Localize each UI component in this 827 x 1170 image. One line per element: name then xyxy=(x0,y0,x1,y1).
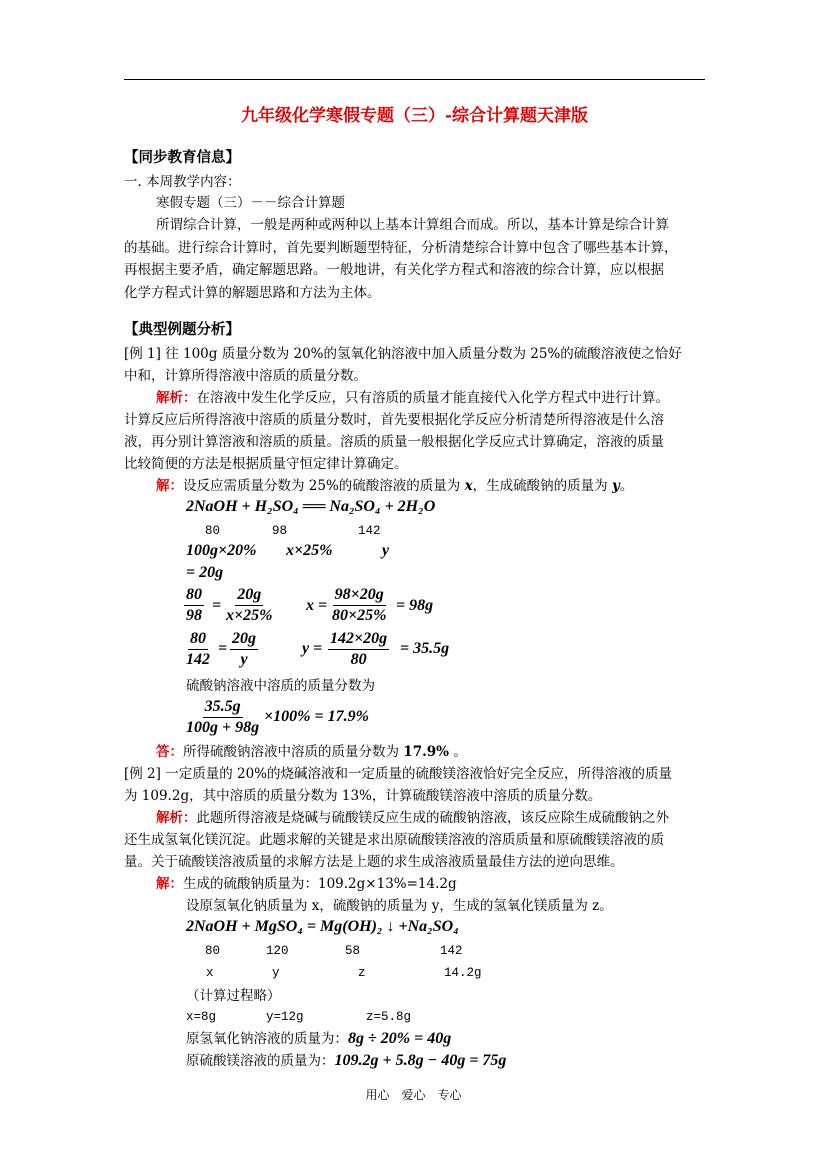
given-naoh-result: = 20g xyxy=(186,564,224,581)
line-expression: 109.2g + 5.8g − 40g = 75g xyxy=(334,1052,507,1069)
example1-solution-line xyxy=(156,478,633,494)
solution-text: 生成的硫酸钠质量为：109.2g×13%=14.2g xyxy=(183,876,457,892)
page-title: 九年级化学寒假专题（三）-综合计算题天津版 xyxy=(240,106,589,126)
example1-analysis-line-4: 比较简便的方法是根据质量守恒定律计算确定。 xyxy=(124,456,408,472)
fraction-percent-calc xyxy=(184,698,261,737)
y-result: = 35.5g xyxy=(400,640,450,657)
var-y: y xyxy=(611,478,620,494)
topic-line: 寒假专题（三）－－综合计算题 xyxy=(156,195,345,211)
result-z: z=5.8g xyxy=(366,1010,412,1024)
fraction-denominator: 80×25% xyxy=(332,607,387,624)
percent-result: ×100% = 17.9% xyxy=(264,708,369,725)
equals-sign: = xyxy=(212,597,222,614)
calculation-omitted-note: （计算过程略） xyxy=(186,988,281,1004)
analysis-text: 此题所得溶液是烧碱与硫酸镁反应生成的硫酸钠溶液，该反应除生成硫酸钠之外 xyxy=(196,810,669,826)
var-x: x xyxy=(206,966,214,980)
footer-word: 用心 xyxy=(365,1088,390,1102)
sodium-sulfate-mass: 14.2g xyxy=(444,966,482,980)
footer-word: 爱心 xyxy=(401,1088,426,1102)
example2-question-line-1: [例 2] 一定质量的 20%的烧碱溶液和一定质量的硫酸镁溶液恰好完全反应，所得溶液的质量 xyxy=(124,766,673,782)
molar-mass-h2so4: 98 xyxy=(272,524,288,538)
intro-para-line-1: 所谓综合计算，一般是两种或两种以上基本计算组合而成。所以，基本计算是综合计算 xyxy=(156,217,669,233)
fraction-y-calc xyxy=(328,630,389,669)
example2-equation: 2NaOH + MgSO₄ = Mg(OH)₂ ↓ +Na₂SO₄ xyxy=(186,918,459,935)
example1-analysis-line-2: 计算反应后所得溶液中溶质的质量分数时，首先要根据化学反应分析清楚所得溶液是什么溶 xyxy=(124,412,664,428)
fraction-80-98 xyxy=(184,586,204,625)
fraction-x-calc xyxy=(330,586,388,625)
intro-para-line-2: 的基础。进行综合计算时，首先要判断题型特征，分析清楚综合计算中包含了哪些基本计算， xyxy=(124,240,678,256)
intro-para-line-4: 化学方程式计算的解题思路和方法为主体。 xyxy=(124,285,381,301)
example2-solution-line-2: 设原氢氧化钠质量为 x，硫酸钠的质量为 y，生成的氢氧化镁质量为 z。 xyxy=(186,898,613,914)
analysis-text: 在溶液中发生化学反应，只有溶质的质量才能直接代入化学方程式中进行计算。 xyxy=(196,390,669,406)
example2-question-line-2: 为 109.2g，其中溶质的质量分数为 13%，计算硫酸镁溶液中溶质的质量分数。 xyxy=(124,788,602,804)
fraction-denominator: x×25% xyxy=(226,607,273,624)
molar-mass-mgoh2: 58 xyxy=(345,944,361,958)
x-equals: x = xyxy=(306,597,328,614)
result-y: y=12g xyxy=(266,1010,304,1024)
teaching-content-line: 一. 本周教学内容： xyxy=(124,174,241,190)
molar-mass-naoh: 80 xyxy=(205,944,221,958)
given-acid-mass: x×25% xyxy=(286,542,333,559)
solution-text: 设反应需质量分数为 25%的硫酸溶液的质量为 xyxy=(183,478,461,494)
example1-analysis-line-3: 液，再分别计算溶液和溶质的质量。溶质的质量一般根据化学反应式计算确定，溶液的质量 xyxy=(124,434,664,450)
fraction-numerator: 80 xyxy=(188,630,208,650)
fraction-numerator: 80 xyxy=(184,586,204,606)
fraction-denominator: 100g + 98g xyxy=(186,719,260,736)
header-rule xyxy=(124,79,705,80)
example2-analysis-line-2: 还生成氢氧化镁沉淀。此题求解的关键是求出原硫酸镁溶液的溶质质量和原硫酸镁溶液的质 xyxy=(124,832,664,848)
line-label: 原硫酸镁溶液的质量为： xyxy=(186,1053,335,1069)
naoh-solution-mass-line xyxy=(186,1030,451,1048)
var-z: z xyxy=(358,966,366,980)
answer-text: 所得硫酸钠溶液中溶质的质量分数为 xyxy=(183,744,399,760)
example1-equation: 2NaOH + H₂SO₄ ══ Na₂SO₄ + 2H₂O xyxy=(186,498,436,515)
analysis-label: 解析： xyxy=(156,390,197,406)
page-footer xyxy=(0,1086,827,1103)
footer-word: 专心 xyxy=(437,1088,462,1102)
intro-para-line-3: 再根据主要矛盾，确定解题思路。一般地讲，有关化学方程式和溶液的综合计算，应以根据 xyxy=(124,262,664,278)
given-naoh-mass: 100g×20% xyxy=(186,542,257,559)
example1-question-line-1: [例 1] 往 100g 质量分数为 20%的氢氧化钠溶液中加入质量分数为 25%的硫酸溶液使之恰好 xyxy=(124,346,682,362)
example1-answer xyxy=(156,744,467,760)
line-label: 原氢氧化钠溶液的质量为： xyxy=(186,1031,348,1047)
answer-label: 答： xyxy=(156,744,183,760)
result-x: x=8g xyxy=(186,1010,217,1024)
example1-analysis-line-1 xyxy=(156,390,669,406)
y-equals: y = xyxy=(302,640,323,657)
example1-question-line-2: 中和，计算所得溶液中溶质的质量分数。 xyxy=(124,368,367,384)
sodium-sulfate-fraction-label: 硫酸钠溶液中溶质的质量分数为 xyxy=(186,678,375,694)
solution-mid: ，生成硫酸钠的质量为 xyxy=(472,478,608,494)
fraction-numerator: 20g xyxy=(230,630,258,650)
var-y: y xyxy=(272,966,280,980)
molar-mass-na2so4: 142 xyxy=(358,524,381,538)
solution-label: 解： xyxy=(156,478,183,494)
fraction-80-142 xyxy=(184,630,212,669)
fraction-numerator: 35.5g xyxy=(203,698,243,718)
given-y: y xyxy=(382,542,390,559)
fraction-denominator: 142 xyxy=(186,651,210,668)
fraction-denominator: 80 xyxy=(350,651,367,668)
mgso4-solution-mass-line xyxy=(186,1052,506,1070)
fraction-numerator: 20g xyxy=(235,586,263,606)
fraction-numerator: 98×20g xyxy=(333,586,386,606)
molar-mass-mgso4: 120 xyxy=(266,944,289,958)
line-expression: 8g ÷ 20% = 40g xyxy=(348,1030,452,1047)
molar-mass-naoh: 80 xyxy=(205,524,221,538)
example2-solution-line-1 xyxy=(156,876,457,892)
section-heading-sync-info: 【同步教育信息】 xyxy=(124,149,240,166)
solution-label: 解： xyxy=(156,876,183,892)
equals-sign: = xyxy=(218,640,228,657)
answer-end: 。 xyxy=(453,744,467,760)
example2-analysis-line-3: 量。关于硫酸镁溶液质量的求解方法是上题的求生成溶液质量最佳方法的逆向思维。 xyxy=(124,854,624,870)
molar-mass-na2so4: 142 xyxy=(440,944,463,958)
fraction-20g-x xyxy=(224,586,274,625)
example2-analysis-line-1 xyxy=(156,810,669,826)
var-x: x xyxy=(464,478,473,494)
section-heading-examples: 【典型例题分析】 xyxy=(124,321,240,338)
solution-end: 。 xyxy=(619,478,634,494)
fraction-20g-y xyxy=(230,630,258,669)
analysis-label: 解析： xyxy=(156,810,197,826)
answer-value: 17.9% xyxy=(403,744,450,760)
fraction-denominator: y xyxy=(240,651,248,668)
x-result: = 98g xyxy=(396,597,434,614)
fraction-numerator: 142×20g xyxy=(328,630,389,650)
fraction-denominator: 98 xyxy=(186,607,202,624)
